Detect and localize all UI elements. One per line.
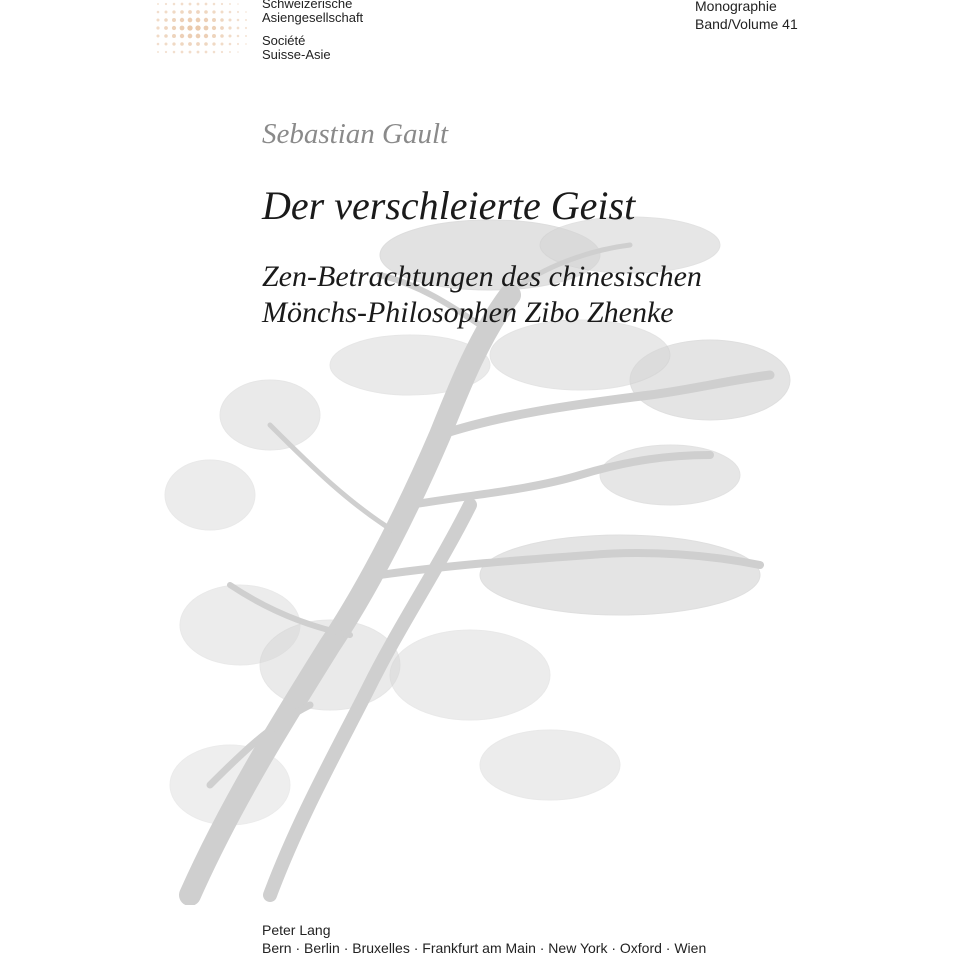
logo-dot — [237, 11, 239, 13]
logo-dot — [229, 3, 231, 5]
series-line2: Band/Volume 41 — [695, 16, 798, 32]
series-info — [695, 0, 798, 33]
logo-dot — [204, 42, 208, 46]
logo-dot — [188, 10, 192, 14]
logo-dot — [180, 42, 184, 46]
logo-dot — [172, 26, 176, 30]
logo-dot — [220, 34, 224, 38]
logo-dot — [173, 3, 176, 6]
society-name-de-line1: Schweizerische — [262, 0, 353, 11]
logo-dot — [180, 10, 184, 14]
logo-dot — [187, 25, 192, 30]
logo-dot — [237, 27, 240, 30]
logo-dot — [228, 18, 231, 21]
logo-dot — [221, 43, 224, 46]
logo-dot — [172, 42, 175, 45]
logo-dot — [229, 51, 231, 53]
logo-dot — [196, 18, 201, 23]
logo-dot — [212, 34, 216, 38]
society-name-de-line2: Asiengesellschaft — [262, 10, 364, 25]
logo-dot — [245, 19, 247, 21]
logo-dot — [228, 34, 231, 37]
subtitle-line2: Mönchs-Philosophen Zibo Zhenke — [262, 296, 674, 329]
society-name-fr-line1: Société — [262, 33, 306, 48]
logo-dot — [196, 34, 201, 39]
logo-dot — [197, 3, 200, 6]
logo-dot — [220, 26, 224, 30]
logo-dot — [205, 3, 208, 6]
logo-dot — [157, 51, 159, 53]
logo-dot — [156, 26, 159, 29]
logo-dot — [212, 42, 215, 45]
logo-dot — [229, 11, 232, 14]
logo-dot — [181, 3, 184, 6]
book-subtitle — [262, 259, 702, 331]
logo-dot — [180, 18, 184, 22]
logo-dot — [157, 43, 160, 46]
logo-dot — [237, 35, 240, 38]
logo-dot — [229, 43, 232, 46]
logo-dot — [188, 42, 192, 46]
logo-dot — [245, 35, 247, 37]
logo-dot — [165, 3, 167, 5]
author-name: Sebastian Gault — [262, 118, 449, 150]
logo-dot — [212, 10, 215, 13]
logo-dot — [165, 51, 167, 53]
logo-dot — [189, 51, 192, 54]
logo-dot — [156, 18, 159, 21]
logo-dot — [221, 51, 223, 53]
logo-dot — [181, 51, 184, 54]
logo-dot — [245, 11, 247, 13]
logo-dot — [164, 34, 168, 38]
logo-dot — [237, 3, 239, 5]
logo-dot — [180, 34, 184, 38]
logo-dot — [237, 43, 239, 45]
publisher-info — [262, 921, 706, 957]
logo-dot — [204, 10, 208, 14]
logo-dot — [196, 42, 200, 46]
logo-dot — [245, 27, 247, 29]
logo-dot — [212, 18, 216, 22]
logo-dot — [237, 19, 240, 22]
logo-dot — [213, 3, 216, 6]
logo-dot — [221, 11, 224, 14]
logo-dot — [204, 26, 209, 31]
logo-dot — [173, 51, 176, 54]
logo-dot — [220, 18, 224, 22]
logo-dot — [165, 11, 168, 14]
logo-dot — [180, 26, 185, 31]
logo-dot — [188, 34, 193, 39]
logo-dot — [228, 26, 231, 29]
logo-dot — [221, 3, 223, 5]
society-name-fr-line2: Suisse-Asie — [262, 47, 331, 62]
logo-dot — [197, 51, 200, 54]
logo-dot — [204, 18, 208, 22]
logo-dot — [189, 3, 192, 6]
society-logo-icon — [154, 0, 254, 64]
logo-dot — [172, 18, 176, 22]
publisher-cities: Bern · Berlin · Bruxelles · Frankfurt am Main · New York · Oxford · Wien — [262, 940, 707, 956]
logo-dot — [157, 3, 159, 5]
logo-dot — [213, 51, 216, 54]
book-title: Der verschleierte Geist — [262, 183, 636, 228]
logo-dot — [237, 51, 239, 53]
logo-dot — [188, 18, 193, 23]
logo-dot — [204, 34, 208, 38]
logo-dot — [245, 43, 247, 45]
logo-dot — [196, 10, 200, 14]
publisher-name: Peter Lang — [262, 922, 331, 938]
subtitle-line1: Zen-Betrachtungen des chinesischen — [262, 260, 702, 293]
logo-dot — [165, 43, 168, 46]
logo-dot — [157, 11, 160, 14]
logo-dot — [156, 34, 159, 37]
logo-dot — [172, 10, 175, 13]
logo-dot — [164, 26, 168, 30]
logo-dot — [212, 26, 216, 30]
logo-dot — [172, 34, 176, 38]
series-line1: Monographie — [695, 0, 777, 14]
logo-dot — [205, 51, 208, 54]
logo-dot — [164, 18, 168, 22]
society-name — [262, 0, 363, 62]
logo-dot — [195, 25, 200, 30]
